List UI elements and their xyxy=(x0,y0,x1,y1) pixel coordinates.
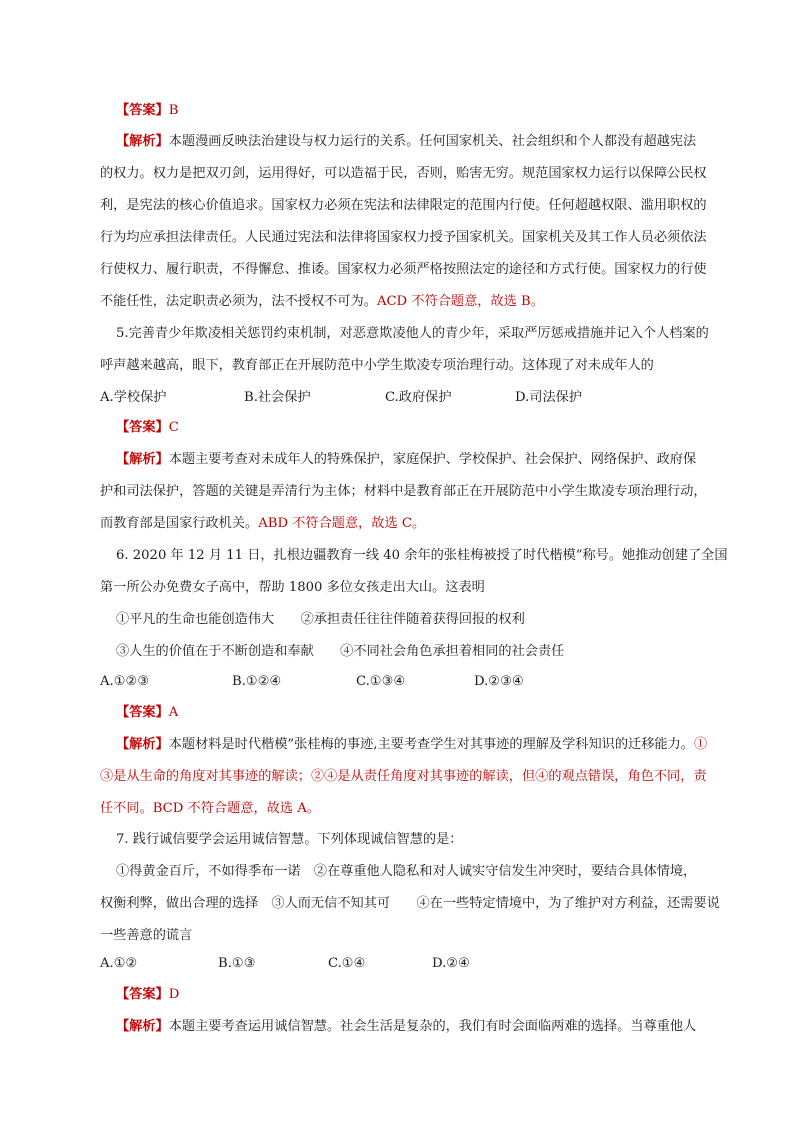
answer-value: A xyxy=(168,705,179,720)
question-6-stem: 6. 2020 年 12 月 11 日，扎根边疆教育一线 40 余年的张桂梅被授了时代楷模”称号。她推动创建了全国 xyxy=(116,548,728,563)
question-5-stem: 呼声越来越高，眼下，教育部正在开展防范中小学生欺凌专项治理行动。这体现了对未成年人的 xyxy=(100,358,654,373)
analysis-label: 【解析】 xyxy=(116,737,169,752)
question-7-statements: ①得黄金百斤，不如得季布一诺 ②在尊重他人隐私和对人诚实守信发生冲突时，要结合具体情境， xyxy=(116,864,697,879)
answer-line xyxy=(116,101,178,121)
answer-value: C xyxy=(168,420,179,435)
answer-value: B xyxy=(168,103,179,118)
answer-label: 【答案】 xyxy=(116,103,169,118)
question-6-analysis xyxy=(116,735,707,755)
question-6-statements: ③人生的价值在于不断创造和奉献 ④不同社会角色承担着相同的社会责任 xyxy=(116,644,565,659)
analysis-line xyxy=(116,132,696,152)
analysis-text: 本题主要考查对未成年人的特殊保护，家庭保护、学校保护、社会保护、网络保护、政府保 xyxy=(168,452,697,467)
analysis-text-red: 任不同。BCD 不符合题意，故选 A。 xyxy=(100,801,320,816)
answer-value: D xyxy=(168,987,180,1002)
question-5-option-b: B.社会保护 xyxy=(244,390,311,405)
analysis-label: 【解析】 xyxy=(116,1019,169,1034)
question-7-option-b: B.①③ xyxy=(218,956,256,971)
analysis-text: 本题主要考查运用诚信智慧。社会生活是复杂的，我们有时会面临两难的选择。当尊重他人 xyxy=(168,1019,697,1034)
analysis-text-part: 而教育部是国家行政机关。 xyxy=(100,516,259,531)
question-6-stem: 第一所公办免费女子高中，帮助 1800 多位女孩走出大山。这表明 xyxy=(100,580,485,595)
analysis-text-part: 不能任性，法定职责必须为，法不授权不可为。 xyxy=(100,294,377,309)
question-6-answer xyxy=(116,703,178,723)
question-7-option-c: C.①④ xyxy=(328,956,366,971)
analysis-text-red: ③是从生命的角度对其事迹的解读；②④是从责任角度对其事迹的解读，但④的观点错误，角色不同，责 xyxy=(100,769,707,784)
analysis-text xyxy=(100,292,544,312)
analysis-text: 利，是宪法的核心价值追求。国家权力必须在宪法和法律限定的范围内行使。任何超越权限、滥用职权的 xyxy=(100,198,707,213)
question-7-answer xyxy=(116,985,179,1005)
answer-label: 【答案】 xyxy=(116,420,169,435)
question-7-option-d: D.②④ xyxy=(432,956,470,971)
analysis-text: 的权力。权力是把双刃剑，运用得好，可以造福于民，否则，贻害无穷。规范国家权力运行以保障公民权 xyxy=(100,166,707,181)
analysis-label: 【解析】 xyxy=(116,452,169,467)
analysis-conclusion: ABD 不符合题意，故选 C。 xyxy=(258,516,426,531)
question-5-analysis xyxy=(116,450,696,470)
answer-label: 【答案】 xyxy=(116,705,169,720)
question-6-option-a: A.①②③ xyxy=(100,674,150,689)
analysis-conclusion: ACD 不符合题意，故选 B。 xyxy=(376,294,544,309)
analysis-text: 本题漫画反映法治建设与权力运行的关系。任何国家机关、社会组织和个人都没有超越宪法 xyxy=(168,134,697,149)
question-7-statements: 一些善意的谎言 xyxy=(100,928,193,943)
analysis-text: 行使权力、履行职责，不得懈怠、推诿。国家权力必须严格按照法定的途径和方式行使。国家权力的行使 xyxy=(100,262,707,277)
analysis-text: 本题材料是时代楷模”张桂梅的事迹,主要考查学生对其事迹的理解及学科知识的迁移能力。 xyxy=(168,737,694,752)
question-6-option-b: B.①②④ xyxy=(232,674,282,689)
question-5-answer xyxy=(116,418,179,438)
question-6-option-d: D.②③④ xyxy=(474,674,524,689)
answer-label: 【答案】 xyxy=(116,987,169,1002)
question-5-stem: 5.完善青少年欺凌相关惩罚约束机制，对恶意欺凌他人的青少年，采取严厉惩戒措施并记入个人档案的 xyxy=(116,326,709,341)
question-7-analysis xyxy=(116,1017,696,1037)
question-5-option-c: C.政府保护 xyxy=(385,390,452,405)
question-7-option-a: A.①② xyxy=(100,956,138,971)
analysis-text xyxy=(100,514,425,534)
question-6-option-c: C.①③④ xyxy=(356,674,406,689)
question-7-stem: 7. 践行诚信要学会运用诚信智慧。下列体现诚信智慧的是： xyxy=(116,832,463,847)
analysis-text: 行为均应承担法律责任。人民通过宪法和法律将国家权力授予国家机关。国家机关及其工作人员必须依法 xyxy=(100,230,707,245)
question-7-statements: 权衡利弊，做出合理的选择 ③人而无信不知其可 ④在一些特定情境中，为了维护对方利益，还需要说 xyxy=(100,896,720,911)
question-5-option-d: D.司法保护 xyxy=(515,390,583,405)
analysis-label: 【解析】 xyxy=(116,134,169,149)
question-6-statements: ①平凡的生命也能创造伟大 ②承担责任往往伴随着获得回报的权利 xyxy=(116,612,525,627)
analysis-text-red: ① xyxy=(694,737,708,752)
question-5-option-a: A.学校保护 xyxy=(100,390,167,405)
analysis-text: 护和司法保护，答题的关键是弄清行为主体；材料中是教育部正在开展防范中小学生欺凌专项治理行动， xyxy=(100,484,707,499)
